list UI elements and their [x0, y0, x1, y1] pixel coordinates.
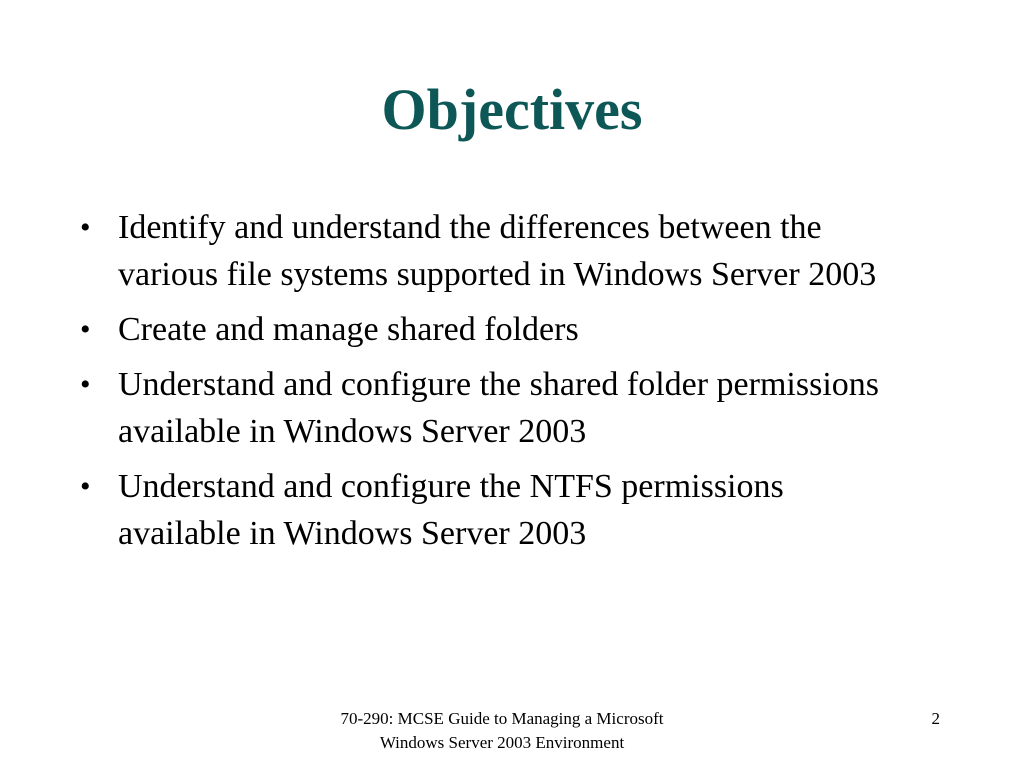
footer-line-1: 70-290: MCSE Guide to Managing a Microsoft [340, 709, 664, 728]
bullet-icon: • [80, 211, 91, 244]
bullet-text: Understand and configure the shared folder permissions available in Windows Server 2003 [118, 366, 879, 450]
bullet-icon: • [80, 313, 91, 346]
slide-footer [270, 707, 734, 755]
footer-line-2: Windows Server 2003 Environment [379, 733, 625, 752]
bullet-list [80, 204, 910, 565]
bullet-icon: • [80, 368, 91, 401]
bullet-text: Create and manage shared folders [118, 311, 579, 348]
bullet-text: Identify and understand the differences between the various file systems supported in Windows Server 2003 [118, 209, 877, 293]
bullet-item [80, 361, 910, 455]
slide-title: Objectives [381, 77, 643, 142]
bullet-icon: • [80, 470, 91, 503]
bullet-text: Understand and configure the NTFS permissions available in Windows Server 2003 [118, 468, 784, 552]
bullet-item [80, 463, 910, 557]
bullet-item [80, 204, 910, 298]
bullet-item [80, 306, 910, 353]
page-number: 2 [931, 709, 940, 728]
